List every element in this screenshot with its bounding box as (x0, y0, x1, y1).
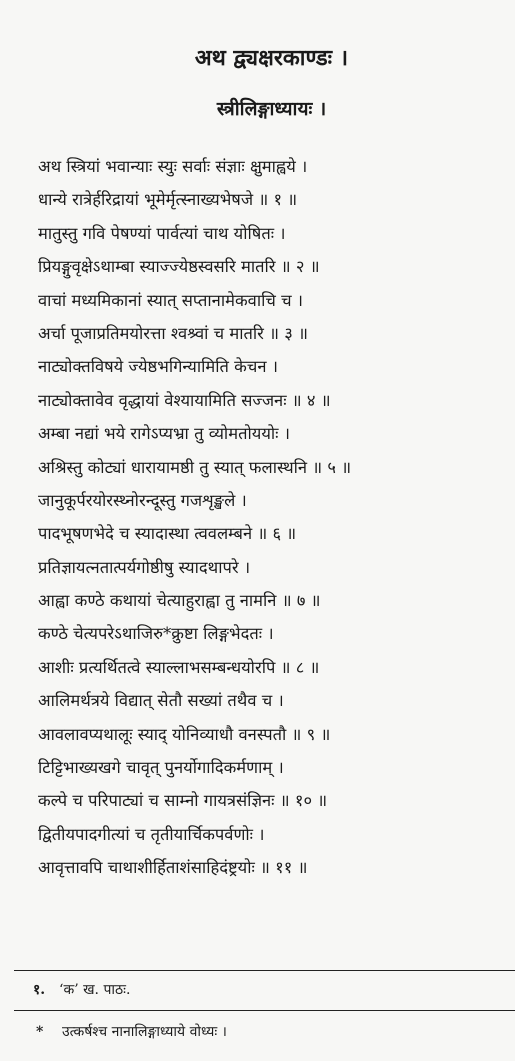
footnote-divider-top (14, 970, 515, 971)
footnote-1 (33, 978, 130, 1002)
verse-line: जानुकूर्परयोरस्थ्नोरन्दूस्तु गजशृङ्खले । (38, 490, 247, 510)
verse-block (38, 150, 508, 885)
verse-line: वाचां मध्यमिकानां स्यात् सप्तानामेकवाचि च । (38, 290, 304, 310)
footnote-1-mark: १. (33, 982, 46, 998)
verse-line: मातुस्तु गवि पेषण्यां पार्वत्यां चाथ योषितः । (38, 223, 286, 243)
verse-line: आलिमर्थत्रये विद्यात् सेतौ सख्यां तथैव च । (38, 691, 284, 711)
verse-line: अर्चा पूजाप्रतिमयोरत्ता श्वश्र्वां च मातरि ॥ ३ ॥ (38, 323, 309, 343)
verse-line: नाट्योक्तविषये ज्येष्ठभगिन्यामिति केचन । (38, 357, 278, 377)
verse-line: आवलावप्यथालूः स्याद् योनिव्याधौ वनस्पतौ ॥ ९ ॥ (38, 724, 331, 744)
verse-line: अथ स्त्रियां भवान्याः स्युः सर्वाः संज्ञाः क्षुमाह्वये । (38, 157, 308, 176)
verse-line: आशीः प्रत्यर्थितत्वे स्याल्लाभसम्बन्धयोरपि ॥ ८ ॥ (38, 657, 320, 677)
verse-line: अम्बा नद्यां भये रागेऽप्यभ्रा तु व्योमतोययोः । (38, 424, 290, 444)
footnote-2-text: उत्कर्षश्च नानालिङ्गाध्याये वोध्यः । (62, 1024, 227, 1040)
verse-line: आवृत्तावपि चाथाशीर्हिताशंसाहिदंष्ट्रयोः ॥ ११ ॥ (38, 858, 308, 878)
verse-line: अश्रिस्तु कोट्यां धारायामष्ठी तु स्यात् फलास्थनि ॥ ५ ॥ (38, 457, 352, 477)
chapter-subtitle: स्त्रीलिङ्गाध्यायः । (216, 98, 327, 120)
footnote-divider-bottom (14, 1010, 515, 1011)
verse-line: पादभूषणभेदे च स्यादास्था त्ववलम्बने ॥ ६ ॥ (38, 524, 297, 544)
verse-line: प्रियङ्गुवृक्षेऽथाम्बा स्याज्ज्येष्ठस्वसरि मातरि ॥ २ ॥ (38, 257, 320, 277)
verse-line: टिट्टिभाख्यखगे चावृत् पुनर्योगादिकर्मणाम् । (38, 758, 284, 778)
verse-line: आह्वा कण्ठे कथायां चेत्याहुराह्वा तु नामनि ॥ ७ ॥ (38, 591, 321, 611)
verse-line: प्रतिज्ञायत्नतात्पर्यगोष्ठीषु स्यादथापरे । (38, 557, 251, 577)
footnote-2-mark: * (36, 1024, 44, 1040)
verse-line: कल्पे च परिपाट्यां च साम्नो गायत्रसंज्ञिनः ॥ १० ॥ (38, 791, 328, 811)
verse-line: नाट्योक्तावेव वृद्धायां वेश्यायामिति सज्जनः ॥ ४ ॥ (38, 390, 331, 410)
page-title: अथ द्व्यक्षरकाण्डः । (194, 45, 349, 71)
verse-line: द्वितीयपादगीत्यां च तृतीयार्चिकपर्वणोः । (38, 824, 265, 844)
footnote-2 (36, 1020, 227, 1044)
verse-line: धान्ये रात्रेर्हरिद्रायां भूमेर्मृत्स्नाख्यभेषजे ॥ १ ॥ (38, 190, 298, 210)
footnote-1-text: ‘क’ ख. पाठः. (59, 982, 131, 998)
verse-line: कण्ठे चेत्यपरेऽथाजिरु*क्रुष्टा लिङ्गभेदतः । (38, 624, 274, 644)
